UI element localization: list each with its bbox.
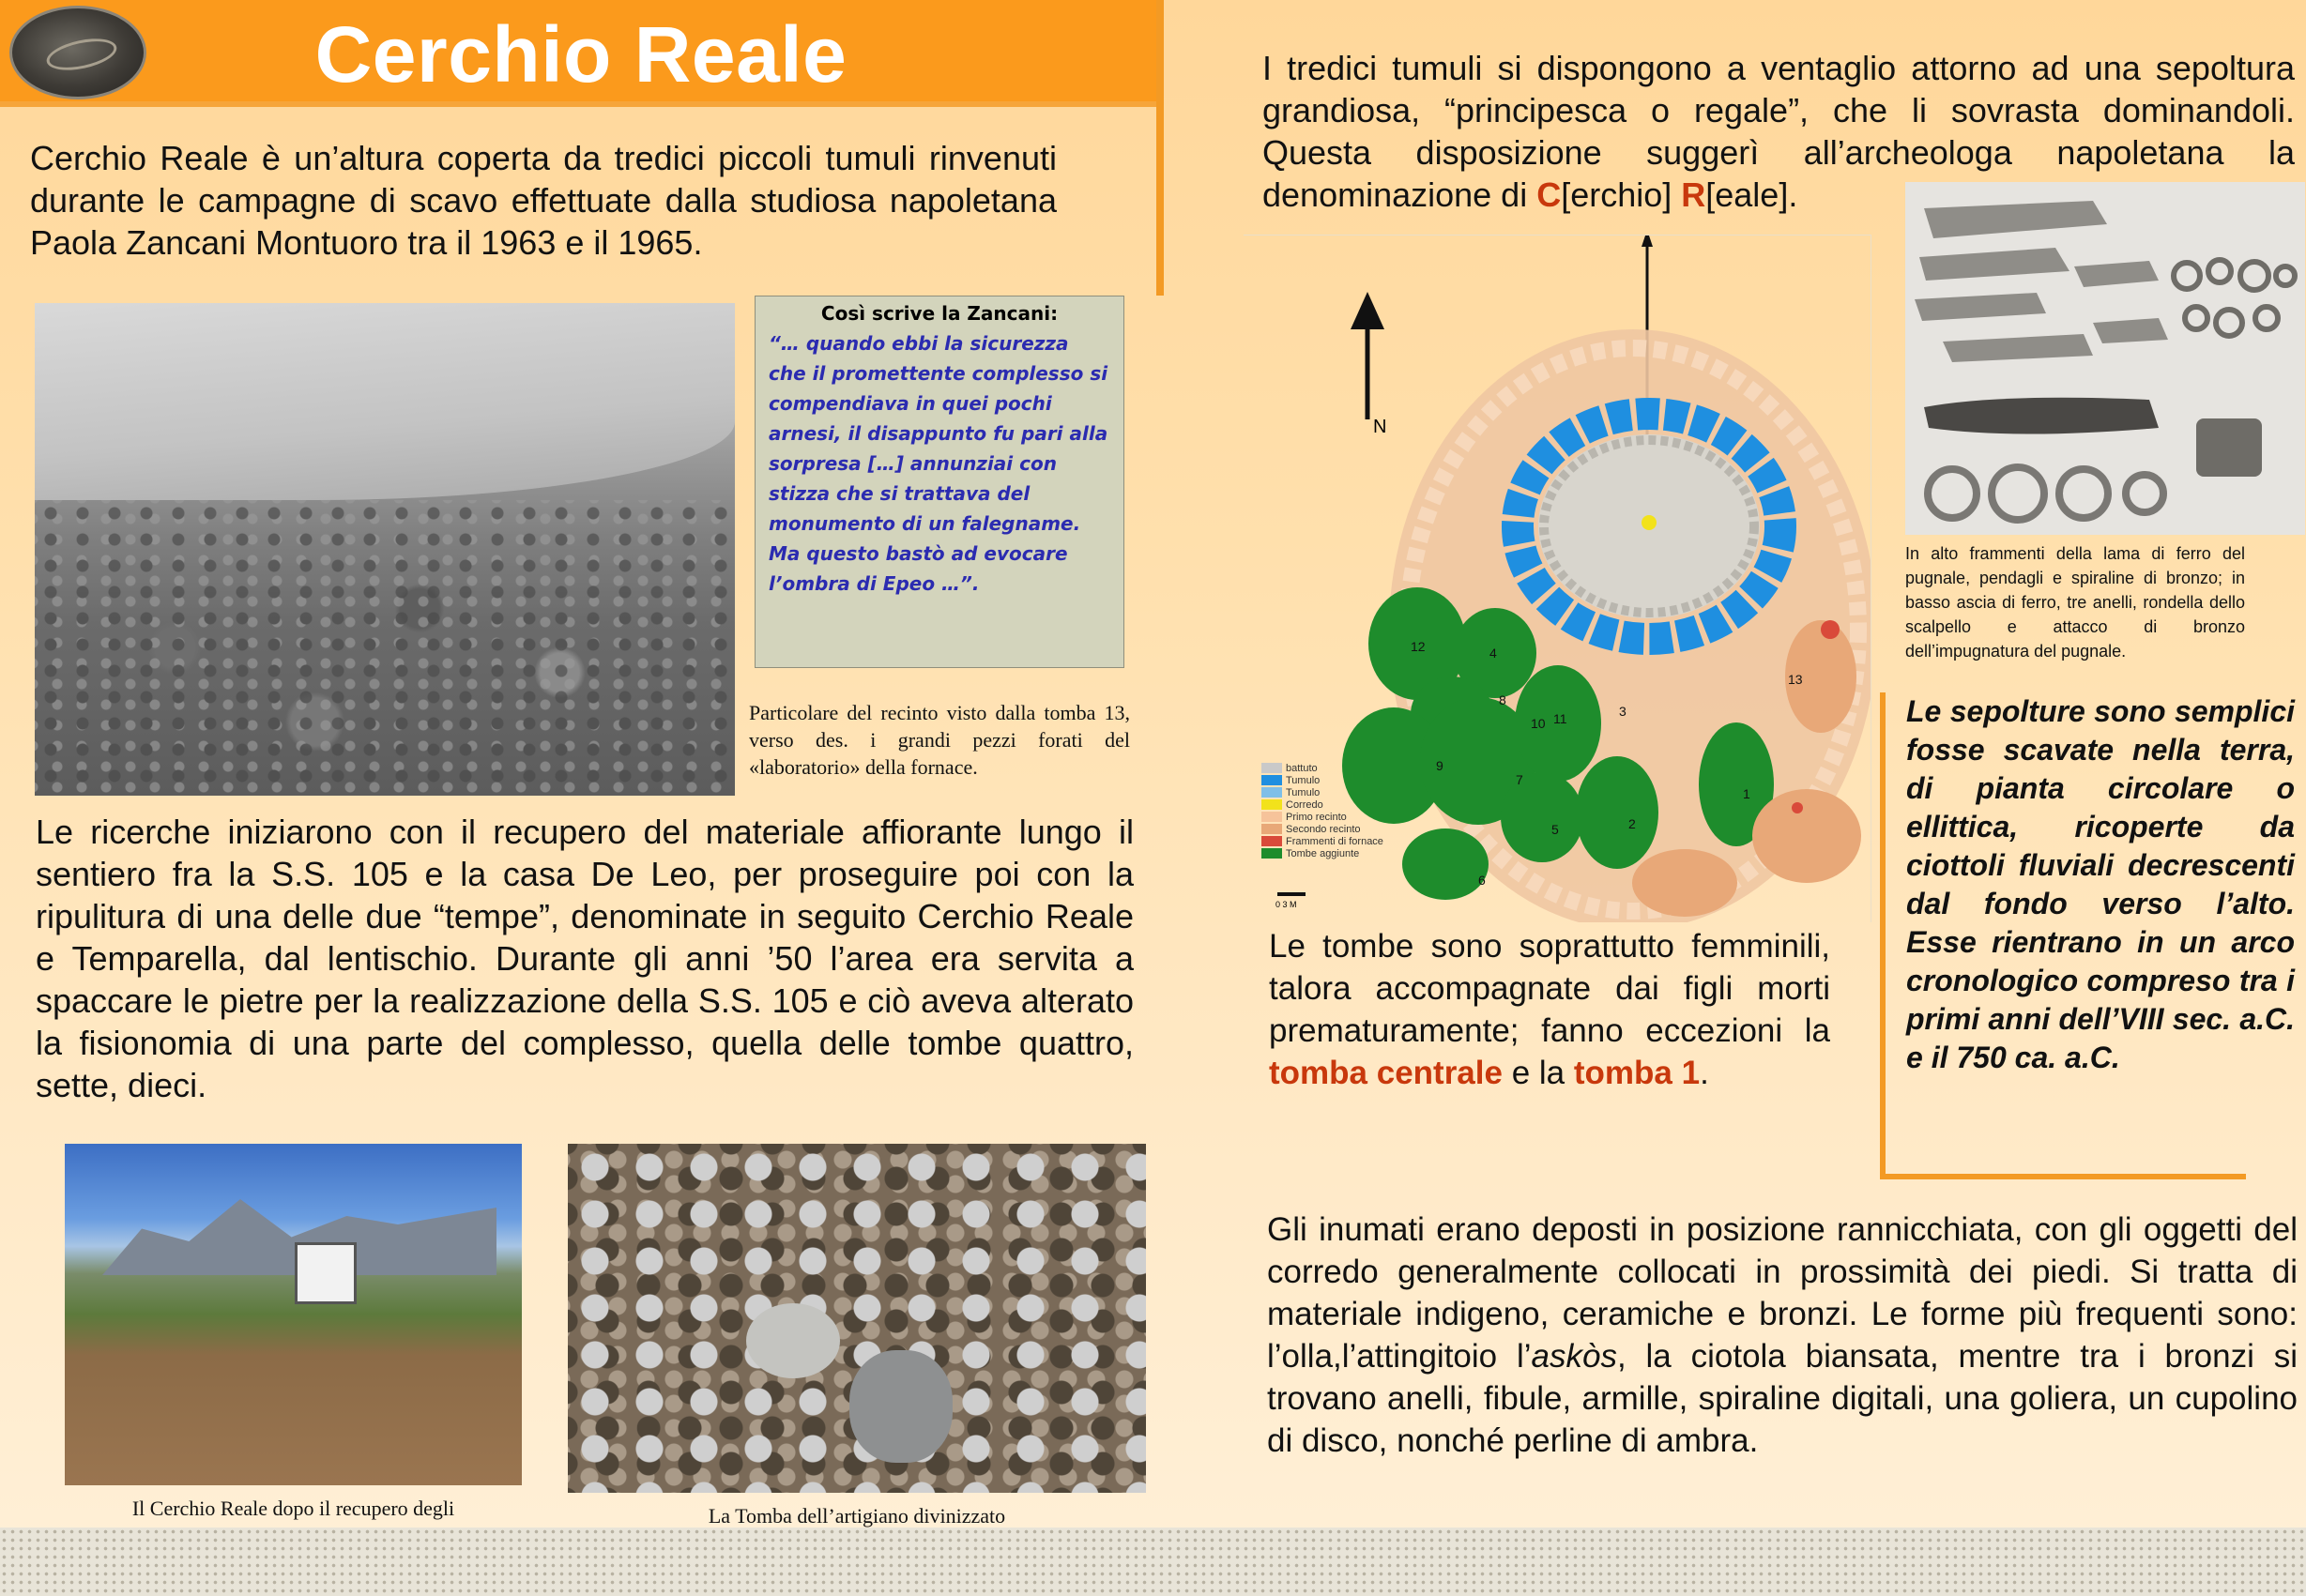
tomb-number: 3: [1619, 704, 1626, 719]
callout-text: Le sepolture sono semplici fosse scavate nella terra, di pianta circolare o ellittica, ricoperte da ciottoli fluviali decrescenti dal fondo verso l’alto. Esse rientrano in un arco cronologico compreso tra i primi anni dell’VIII sec. a.C. e il 750 ca. a.C.: [1906, 694, 2295, 1074]
tomb-number: 4: [1489, 646, 1497, 661]
tombe-text: Le tombe sono soprattutto femminili, talora accompagnate dai figli morti prematuramente; fanno eccezioni la: [1269, 928, 1830, 1049]
legend-label: Tumulo: [1286, 774, 1321, 786]
legend-swatch: [1261, 799, 1282, 810]
c-letter: C: [1536, 175, 1562, 214]
map-scale: [1275, 892, 1306, 909]
legend-item: [1261, 811, 1391, 823]
tomb-number: 8: [1499, 692, 1506, 707]
photo-info-sign: [295, 1242, 357, 1304]
legend-swatch: [1261, 848, 1282, 859]
legend-swatch: [1261, 775, 1282, 785]
tombe-after: .: [1700, 1055, 1709, 1091]
tomb-number: 10: [1531, 716, 1546, 731]
sepolture-callout: [1880, 692, 2295, 1179]
inumati-text: Gli inumati erano deposti in posizione rannicchiata, con gli oggetti del corredo generalmente collocati in prossimità dei piedi. Si tratta di materiale indigeno, ceramiche e bronzi. Le forme più frequenti sono: l’olla,l’attingitoio l’: [1267, 1211, 2298, 1375]
tomb-number: 1: [1743, 786, 1750, 801]
north-label: N: [1373, 417, 1387, 437]
tomb-number: 2: [1628, 816, 1636, 831]
footer-dotted-strip: [0, 1528, 2306, 1596]
caption-recinto: Particolare del recinto visto dalla tomba 13, verso des. i grandi pezzi forati del «laboratorio» della fornace.: [749, 701, 1130, 779]
photo-boulder: [849, 1350, 953, 1463]
page-title: Cerchio Reale: [314, 10, 848, 99]
caption-tomba: La Tomba dell’artigiano divinizzato: [708, 1504, 1006, 1528]
legend-swatch: [1261, 824, 1282, 834]
map-legend: [1261, 762, 1391, 874]
askos-word: askòs: [1531, 1338, 1617, 1375]
legend-item: [1261, 762, 1391, 774]
legend-item: [1261, 798, 1391, 811]
tombe-middle: e la: [1502, 1055, 1574, 1091]
bronze-artifacts-photo: [1905, 182, 2305, 535]
legend-swatch: [1261, 836, 1282, 846]
tomb-number: 6: [1478, 873, 1486, 888]
zancani-quote-box: [755, 296, 1124, 668]
tomb-number: 7: [1516, 772, 1523, 787]
legend-swatch: [1261, 763, 1282, 773]
photo-hillside: [35, 303, 735, 500]
legend-label: Tumulo: [1286, 786, 1321, 798]
legend-item: [1261, 835, 1391, 847]
quote-heading: Così scrive la Zancani:: [820, 302, 1059, 325]
legend-label: Frammenti di fornace: [1286, 835, 1383, 847]
cerchio-reale-photo: [65, 1144, 522, 1485]
excavation-photo: [35, 303, 735, 796]
photo-stones: [35, 500, 735, 796]
tomb-number: 11: [1553, 711, 1567, 726]
title-band-underline: [0, 101, 1164, 107]
c-rest: [erchio]: [1561, 175, 1682, 214]
quote-text: “… quando ebbi la sicurezza che il promettente complesso si compendiava in quei pochi arnesi, il disappunto fu pari alla sorpresa […] annunziai con stizza che si trattava del monumento di un falegname. Ma questo bastò ad evocare l’ombra di Epeo …”.: [769, 332, 1108, 595]
inumati-after: , la ciotola biansata, mentre tra i bronzi si trovano anelli, fibule, armille, spiraline digitali, una goliera, un cupolino di disco, nonché perline di ambra.: [1267, 1338, 2298, 1459]
legend-label: Secondo recinto: [1286, 823, 1361, 835]
legend-label: Corredo: [1286, 798, 1323, 811]
tomb-number: 9: [1436, 758, 1443, 773]
tomb-number: 13: [1788, 672, 1803, 687]
tomb-number: 12: [1411, 639, 1426, 654]
tomba-1-highlight: tomba 1: [1573, 1055, 1701, 1091]
research-paragraph: Le ricerche iniziarono con il recupero del materiale affiorante lungo il sentiero fra la S.S. 105 e la casa De Leo, per proseguire poi con la ripulitura di una delle due “tempe”, denominate in seguito Cerchio Reale e Temparella, dal lentischio. Durante gli anni ’50 l’area era servita a spaccare le pietre per la realizzazione della S.S. 105 e ciò aveva alterato la fisionomia di una parte del complesso, quella delle tombe quattro, sette, dieci.: [36, 813, 1134, 1104]
tomb-number: 5: [1551, 822, 1559, 837]
scale-label: 0 3 M: [1275, 900, 1297, 909]
legend-item: [1261, 774, 1391, 786]
tombe-paragraph: [1269, 925, 1830, 1094]
r-letter: R: [1681, 175, 1706, 214]
photo-boulder: [746, 1303, 840, 1378]
tomba-centrale-highlight: tomba centrale: [1269, 1055, 1503, 1091]
legend-swatch: [1261, 787, 1282, 798]
tomba-artigiano-photo: [568, 1144, 1146, 1493]
legend-label: battuto: [1286, 762, 1318, 774]
r-rest: [eale].: [1705, 175, 1798, 214]
legend-item: [1261, 786, 1391, 798]
north-arrow-icon: [1351, 292, 1386, 437]
caption-bronze: In alto frammenti della lama di ferro del pugnale, pendagli e spiraline di bronzo; in basso ascia di ferro, tre anelli, rondella dello scalpello e attacco di bronzo dell’impugnatura del pugnale.: [1905, 544, 2245, 661]
inumati-paragraph: [1267, 1208, 2298, 1462]
caption-cerchio: Il Cerchio Reale dopo il recupero degli: [131, 1497, 455, 1520]
legend-swatch: [1261, 812, 1282, 822]
tumuli-text: I tredici tumuli si dispongono a ventaglio attorno ad una sepoltura grandiosa, “principesca o regale”, che li sovrasta dominandoli. Questa disposizione suggerì all’archeologa napoletana la denominazione di: [1262, 49, 2295, 214]
legend-item: [1261, 847, 1391, 859]
legend-label: Tombe aggiunte: [1286, 847, 1360, 859]
intro-paragraph: Cerchio Reale è un’altura coperta da tredici piccoli tumuli rinvenuti durante le campagne di scavo effettuate dalla studiosa napoletana Paola Zancani Montuoro tra il 1963 e il 1965.: [30, 139, 1057, 262]
legend-item: [1261, 823, 1391, 835]
legend-label: Primo recinto: [1286, 811, 1347, 823]
